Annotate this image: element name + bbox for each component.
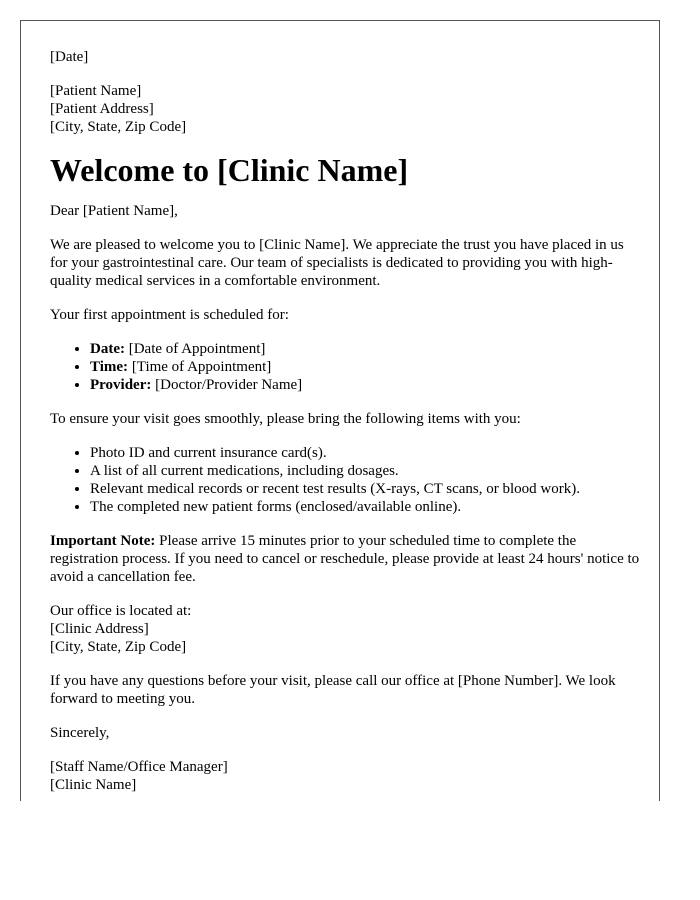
signature-clinic: [Clinic Name] [50, 777, 137, 793]
office-address-block [50, 602, 640, 656]
recipient-address: [Patient Address] [50, 101, 154, 117]
appointment-date-label: Date: [90, 341, 125, 357]
office-city-state-zip: [City, State, Zip Code] [50, 639, 187, 655]
appointment-provider-label: Provider: [90, 377, 152, 393]
signature-block [50, 758, 640, 794]
letter-title: Welcome to [Clinic Name] [50, 152, 409, 188]
office-address: [Clinic Address] [50, 621, 149, 637]
appointment-provider-item [90, 376, 640, 394]
closing-paragraph: If you have any questions before your visit, please call our office at [Phone Number]. We look forward to meeting you. [50, 673, 616, 707]
bring-intro: To ensure your visit goes smoothly, please bring the following items with you: [50, 411, 521, 427]
intro-paragraph: We are pleased to welcome you to [Clinic Name]. We appreciate the trust you have placed in us for your gastrointestinal care. Our team of specialists is dedicated to providing you with high-quality medical services in a comfortable environment. [50, 237, 624, 289]
appointment-intro: Your first appointment is scheduled for: [50, 307, 289, 323]
office-intro: Our office is located at: [50, 603, 192, 619]
signature-name: [Staff Name/Office Manager] [50, 759, 228, 775]
important-note-label: Important Note: [50, 533, 156, 549]
letter-date: [Date] [50, 49, 89, 65]
appointment-list [50, 340, 640, 394]
appointment-provider-value: [Doctor/Provider Name] [155, 377, 303, 393]
appointment-time-label: Time: [90, 359, 129, 375]
salutation: Dear [Patient Name], [50, 203, 178, 219]
recipient-city-state-zip: [City, State, Zip Code] [50, 119, 187, 135]
bring-item: • Relevant medical records or recent test results (X-rays, CT scans, or blood work). [90, 480, 640, 498]
bring-item: • A list of all current medications, including dosages. [90, 462, 640, 480]
recipient-address-block [50, 82, 640, 136]
letter-content [50, 48, 640, 801]
important-note-text: Please arrive 15 minutes prior to your scheduled time to complete the registration process. If you need to cancel or reschedule, please provide at least 24 hours' notice to avoid a cancellation fee. [50, 533, 640, 585]
recipient-name: [Patient Name] [50, 83, 142, 99]
appointment-time-value: [Time of Appointment] [131, 359, 272, 375]
appointment-date-value: [Date of Appointment] [128, 341, 266, 357]
bring-item: • The completed new patient forms (enclosed/available online). [90, 498, 640, 516]
appointment-date-item [90, 340, 640, 358]
important-note [50, 532, 640, 586]
closing: Sincerely, [50, 725, 110, 741]
bring-item: • Photo ID and current insurance card(s). [90, 444, 640, 462]
appointment-time-item [90, 358, 640, 376]
letter-page [20, 20, 660, 801]
bring-items-list [50, 444, 640, 516]
